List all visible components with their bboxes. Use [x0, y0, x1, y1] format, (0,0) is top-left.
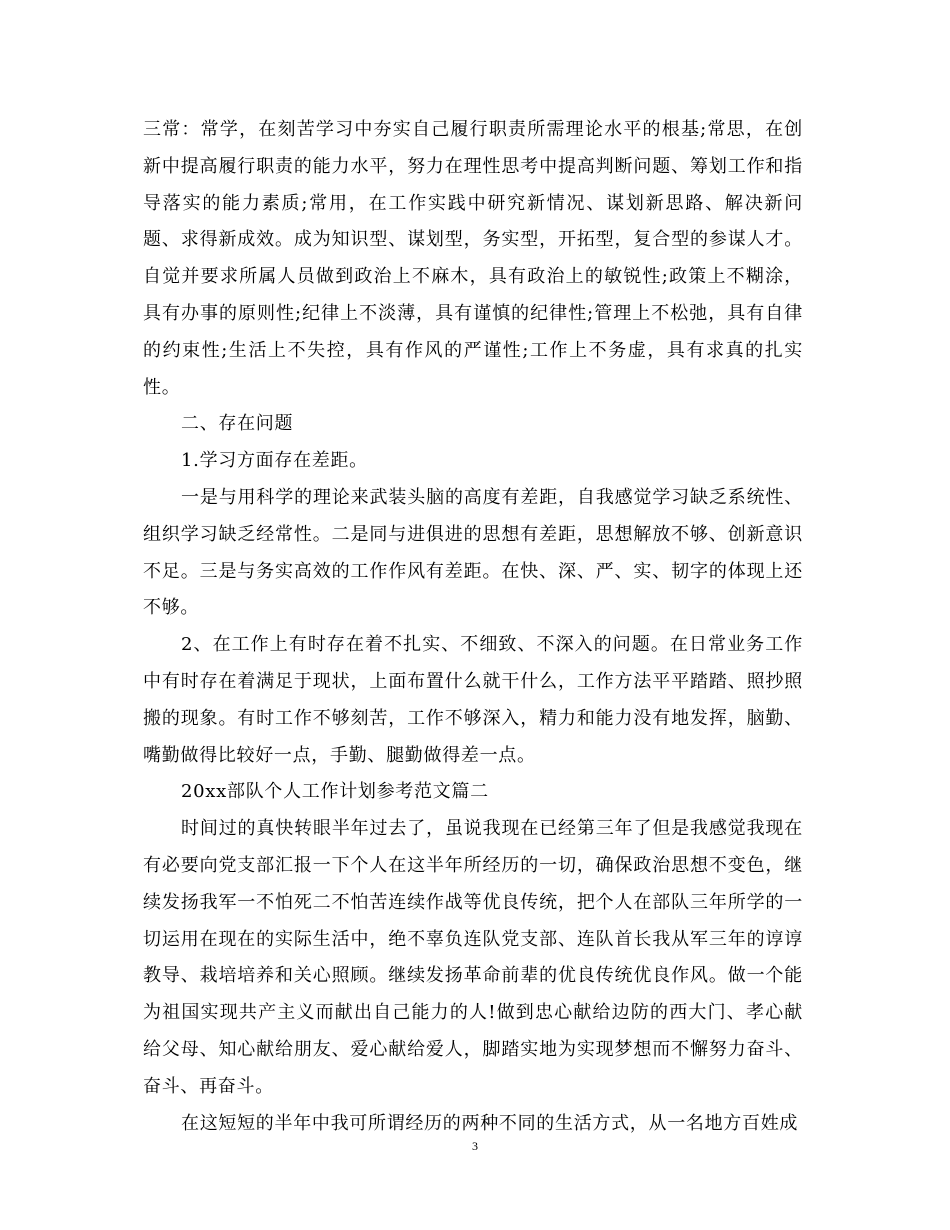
document-body	[143, 112, 803, 1142]
page-number: 3	[472, 1139, 478, 1153]
paragraph-half-year-report: 时间过的真快转眼半年过去了，虽说我现在已经第三年了但是我感觉我现在有必要向党支部汇报一下个人在这半年所经历的一切，确保政治思想不变色，继续发扬我军一不怕死二不怕苦连续作战等优良传统，把个人在部队三年所学的一切运用在现在的实际生活中，绝不辜负连队党支部、连队首长我从军三年的谆谆教导、栽培培养和关心照顾。继续发扬革命前辈的优良传统优良作风。做一个能为祖国实现共产主义而献出自己能力的人!做到忠心献给边防的西大门、孝心献给父母、知心献给朋友、爱心献给爱人，脚踏实地为实现梦想而不懈努力奋斗、奋斗、再奋斗。	[143, 818, 803, 1097]
paragraph-two-lifestyles: 在这短短的半年中我可所谓经历的两种不同的生活方式，从一名地方百姓成	[181, 1112, 799, 1134]
article-title-part-two: 20xx部队个人工作计划参考范文篇二	[181, 781, 489, 803]
subheading-study-gap: 1.学习方面存在差距。	[181, 450, 368, 472]
section-heading-existing-problems: 二、存在问题	[181, 413, 294, 435]
paragraph-study-gap-detail: 一是与用科学的理论来武装头脑的高度有差距，自我感觉学习缺乏系统性、组织学习缺乏经常性。二是同与进俱进的思想有差距，思想解放不够、创新意识不足。三是与务实高效的工作作风有差距。在快、深、严、实、韧字的体现上还不够。	[143, 486, 803, 619]
paragraph-work-issues: 2、在工作上有时存在着不扎实、不细致、不深入的问题。在日常业务工作中有时存在着满足于现状，上面布置什么就干什么，工作方法平平踏踏、照抄照搬的现象。有时工作不够刻苦，工作不够深入，精力和能力没有地发挥，脑勤、嘴勤做得比较好一点，手勤、腿勤做得差一点。	[143, 634, 803, 766]
paragraph-three-constants: 三常：常学，在刻苦学习中夯实自己履行职责所需理论水平的根基;常思，在创新中提高履行职责的能力水平，努力在理性思考中提高判断问题、筹划工作和指导落实的能力素质;常用，在工作实践中研究新情况、谋划新思路、解决新问题、求得新成效。成为知识型、谋划型，务实型，开拓型，复合型的参谋人才。自觉并要求所属人员做到政治上不麻木，具有政治上的敏锐性;政策上不糊涂，具有办事的原则性;纪律上不淡薄，具有谨慎的纪律性;管理上不松弛，具有自律的约束性;生活上不失控，具有作风的严谨性;工作上不务虚，具有求真的扎实性。	[143, 119, 803, 398]
